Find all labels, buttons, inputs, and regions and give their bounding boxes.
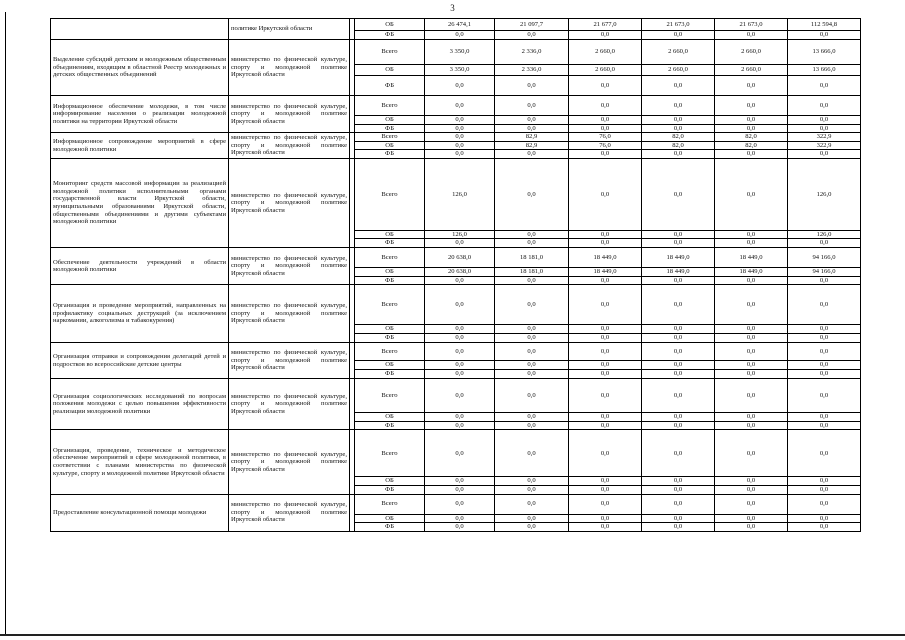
value-cell: 13 666,0: [788, 65, 861, 76]
executor-cell: министерство по физической культуре, спорту и молодежной политике Иркутской области: [229, 285, 350, 343]
value-cell: 0,0: [715, 76, 788, 96]
value-cell: 0,0: [569, 514, 642, 523]
value-cell: 0,0: [425, 116, 495, 125]
source-cell: ОБ: [355, 514, 425, 523]
value-cell: 0,0: [425, 96, 495, 116]
source-cell: Всего: [355, 379, 425, 413]
measure-name-cell: Выделение субсидий детским и молодежным общественным объединениям, входящим в областной Реестр молодежных и детских общественных объединений: [51, 40, 229, 96]
value-cell: 126,0: [425, 158, 495, 230]
table-body: [51, 19, 861, 532]
value-cell: 0,0: [788, 514, 861, 523]
value-cell: 2 660,0: [569, 40, 642, 65]
measure-name-cell: Организация социологических исследований по вопросам положения молодежи с целью повышения эффективности реализации молодежной политики: [51, 379, 229, 430]
value-cell: 0,0: [642, 370, 715, 379]
source-cell: ФБ: [355, 150, 425, 159]
source-cell: ФБ: [355, 31, 425, 40]
value-cell: 0,0: [715, 494, 788, 514]
table-row: [51, 285, 861, 325]
value-cell: 0,0: [425, 150, 495, 159]
value-cell: 18 181,0: [495, 248, 569, 268]
value-cell: 0,0: [642, 514, 715, 523]
value-cell: 0,0: [642, 124, 715, 133]
value-cell: 2 660,0: [715, 65, 788, 76]
value-cell: 3 350,0: [425, 65, 495, 76]
value-cell: 0,0: [495, 421, 569, 430]
value-cell: 0,0: [788, 343, 861, 361]
value-cell: 112 594,8: [788, 19, 861, 31]
value-cell: 82,9: [495, 141, 569, 150]
value-cell: 0,0: [495, 230, 569, 239]
source-cell: Всего: [355, 285, 425, 325]
value-cell: 21 677,0: [569, 19, 642, 31]
measure-name-cell: Предоставление консультационной помощи молодежи: [51, 494, 229, 531]
value-cell: 0,0: [788, 285, 861, 325]
value-cell: 322,9: [788, 133, 861, 142]
measure-name-cell: Организация и проведение мероприятий, направленных на профилактику социальных деструкций (за исключением наркомании, алкоголизма и табакокурения): [51, 285, 229, 343]
value-cell: 76,0: [569, 133, 642, 142]
value-cell: 0,0: [425, 379, 495, 413]
value-cell: 0,0: [495, 158, 569, 230]
value-cell: 0,0: [569, 124, 642, 133]
value-cell: 0,0: [715, 523, 788, 532]
executor-cell: министерство по физической культуре, спорту и молодежной политике Иркутской области: [229, 96, 350, 133]
value-cell: 0,0: [425, 413, 495, 422]
value-cell: 0,0: [642, 334, 715, 343]
value-cell: 0,0: [715, 96, 788, 116]
value-cell: 0,0: [495, 379, 569, 413]
table-row: [51, 379, 861, 413]
executor-cell: министерство по физической культуре, спорту и молодежной политике Иркутской области: [229, 494, 350, 531]
value-cell: 0,0: [715, 150, 788, 159]
measure-name-cell: Обеспечение деятельности учреждений в области молодежной политики: [51, 248, 229, 285]
measure-name-cell: Информационное обеспечение молодежи, в том числе информирование населения о реализации молодежной политики на территории Иркутской области: [51, 96, 229, 133]
value-cell: 0,0: [425, 514, 495, 523]
value-cell: 0,0: [788, 485, 861, 494]
value-cell: 0,0: [569, 76, 642, 96]
value-cell: 0,0: [425, 485, 495, 494]
measure-name-cell: Информационное сопровождение мероприятий в сфере молодежной политики: [51, 133, 229, 159]
value-cell: 0,0: [642, 96, 715, 116]
value-cell: 0,0: [569, 361, 642, 370]
source-cell: Всего: [355, 133, 425, 142]
value-cell: 0,0: [642, 31, 715, 40]
source-cell: ФБ: [355, 370, 425, 379]
value-cell: 82,9: [495, 133, 569, 142]
value-cell: 0,0: [642, 230, 715, 239]
value-cell: 94 166,0: [788, 268, 861, 277]
table-row: [51, 133, 861, 142]
value-cell: 0,0: [715, 239, 788, 248]
value-cell: 0,0: [788, 96, 861, 116]
value-cell: 0,0: [715, 361, 788, 370]
table-row: [51, 430, 861, 477]
value-cell: 0,0: [715, 343, 788, 361]
value-cell: 0,0: [425, 343, 495, 361]
value-cell: 0,0: [642, 150, 715, 159]
source-cell: ФБ: [355, 76, 425, 96]
value-cell: 0,0: [715, 413, 788, 422]
value-cell: 0,0: [642, 158, 715, 230]
value-cell: 0,0: [788, 334, 861, 343]
value-cell: 2 660,0: [642, 40, 715, 65]
value-cell: 0,0: [788, 116, 861, 125]
value-cell: 0,0: [425, 31, 495, 40]
value-cell: 0,0: [569, 158, 642, 230]
measure-name-cell: Организация, проведение, техническое и методическое обеспечение мероприятий в сфере молодежной политики, в соответствии с планами министерства по физической культуре, спорту и молодежной политике Иркутской области: [51, 430, 229, 494]
executor-cell: министерство по физической культуре, спорту и молодежной политике Иркутской области: [229, 40, 350, 96]
value-cell: 0,0: [569, 485, 642, 494]
value-cell: 0,0: [569, 230, 642, 239]
value-cell: 0,0: [569, 343, 642, 361]
value-cell: 0,0: [642, 485, 715, 494]
executor-cell: министерство по физической культуре, спорту и молодежной политике Иркутской области: [229, 248, 350, 285]
value-cell: 0,0: [569, 31, 642, 40]
source-cell: ОБ: [355, 413, 425, 422]
value-cell: 0,0: [425, 370, 495, 379]
value-cell: 0,0: [715, 421, 788, 430]
financing-table: [50, 18, 861, 532]
value-cell: 0,0: [425, 325, 495, 334]
value-cell: 20 638,0: [425, 248, 495, 268]
value-cell: 2 660,0: [642, 65, 715, 76]
source-cell: Всего: [355, 494, 425, 514]
value-cell: 0,0: [569, 334, 642, 343]
value-cell: 0,0: [425, 430, 495, 477]
source-cell: Всего: [355, 158, 425, 230]
value-cell: 0,0: [495, 523, 569, 532]
source-cell: Всего: [355, 248, 425, 268]
value-cell: 0,0: [788, 76, 861, 96]
name-cell-empty: [51, 19, 229, 40]
source-cell: ФБ: [355, 334, 425, 343]
source-cell: ОБ: [355, 268, 425, 277]
value-cell: 0,0: [569, 413, 642, 422]
value-cell: 0,0: [425, 76, 495, 96]
value-cell: 18 449,0: [715, 268, 788, 277]
source-cell: Всего: [355, 96, 425, 116]
value-cell: 0,0: [642, 413, 715, 422]
value-cell: 0,0: [788, 31, 861, 40]
value-cell: 0,0: [788, 477, 861, 486]
value-cell: 0,0: [715, 514, 788, 523]
source-cell: Всего: [355, 343, 425, 361]
value-cell: 0,0: [495, 485, 569, 494]
source-cell: Всего: [355, 40, 425, 65]
value-cell: 0,0: [495, 239, 569, 248]
value-cell: 0,0: [495, 430, 569, 477]
value-cell: 0,0: [788, 325, 861, 334]
value-cell: 13 666,0: [788, 40, 861, 65]
value-cell: 0,0: [715, 334, 788, 343]
value-cell: 94 166,0: [788, 248, 861, 268]
value-cell: 0,0: [715, 158, 788, 230]
value-cell: 0,0: [642, 430, 715, 477]
value-cell: 2 660,0: [715, 40, 788, 65]
value-cell: 20 638,0: [425, 268, 495, 277]
source-cell: ФБ: [355, 239, 425, 248]
value-cell: 0,0: [715, 485, 788, 494]
value-cell: 0,0: [425, 421, 495, 430]
value-cell: 76,0: [569, 141, 642, 150]
value-cell: 0,0: [495, 343, 569, 361]
value-cell: 0,0: [715, 230, 788, 239]
value-cell: 18 449,0: [569, 248, 642, 268]
value-cell: 0,0: [495, 76, 569, 96]
value-cell: 21 673,0: [642, 19, 715, 31]
value-cell: 0,0: [788, 276, 861, 285]
page-number: 3: [450, 3, 455, 13]
value-cell: 0,0: [569, 239, 642, 248]
value-cell: 0,0: [495, 124, 569, 133]
value-cell: 0,0: [788, 361, 861, 370]
org-cell: политике Иркутской области: [229, 19, 350, 40]
value-cell: 0,0: [715, 370, 788, 379]
value-cell: 0,0: [715, 325, 788, 334]
value-cell: 126,0: [425, 230, 495, 239]
value-cell: 0,0: [569, 96, 642, 116]
value-cell: 0,0: [569, 430, 642, 477]
value-cell: 0,0: [495, 370, 569, 379]
source-cell: ФБ: [355, 523, 425, 532]
source-cell: ОБ: [355, 230, 425, 239]
source-cell: ОБ: [355, 477, 425, 486]
value-cell: 0,0: [569, 150, 642, 159]
value-cell: 82,0: [715, 133, 788, 142]
value-cell: 0,0: [425, 239, 495, 248]
value-cell: 0,0: [642, 361, 715, 370]
value-cell: 0,0: [425, 477, 495, 486]
value-cell: 0,0: [788, 430, 861, 477]
table-row: [51, 248, 861, 268]
value-cell: 0,0: [495, 150, 569, 159]
value-cell: 0,0: [495, 116, 569, 125]
value-cell: 0,0: [642, 343, 715, 361]
value-cell: 2 336,0: [495, 40, 569, 65]
value-cell: 0,0: [425, 285, 495, 325]
value-cell: 0,0: [569, 379, 642, 413]
value-cell: 126,0: [788, 230, 861, 239]
value-cell: 26 474,1: [425, 19, 495, 31]
value-cell: 0,0: [715, 276, 788, 285]
value-cell: 0,0: [569, 325, 642, 334]
value-cell: 0,0: [569, 276, 642, 285]
value-cell: 0,0: [642, 421, 715, 430]
value-cell: 0,0: [495, 334, 569, 343]
value-cell: 126,0: [788, 158, 861, 230]
value-cell: 18 181,0: [495, 268, 569, 277]
value-cell: 0,0: [642, 76, 715, 96]
value-cell: 0,0: [642, 325, 715, 334]
value-cell: 0,0: [642, 239, 715, 248]
value-cell: 0,0: [788, 379, 861, 413]
value-cell: 0,0: [425, 361, 495, 370]
executor-cell: министерство по физической культуре, спорту и молодежной политике Иркутской области: [229, 343, 350, 379]
value-cell: 0,0: [495, 477, 569, 486]
value-cell: 0,0: [495, 494, 569, 514]
value-cell: 2 336,0: [495, 65, 569, 76]
measure-name-cell: Мониторинг средств массовой информации за реализацией молодежной политики исполнительными органами государственной власти Иркутской области, муниципальными образованиями Иркутской области, общественными объединениями и другими субъектами молодежной политики: [51, 158, 229, 247]
value-cell: 0,0: [715, 116, 788, 125]
value-cell: 0,0: [569, 116, 642, 125]
value-cell: 0,0: [715, 124, 788, 133]
source-cell: ФБ: [355, 421, 425, 430]
value-cell: 2 660,0: [569, 65, 642, 76]
value-cell: 82,0: [642, 141, 715, 150]
value-cell: 18 449,0: [715, 248, 788, 268]
value-cell: 3 350,0: [425, 40, 495, 65]
source-cell: ОБ: [355, 19, 425, 31]
value-cell: 0,0: [715, 430, 788, 477]
value-cell: 0,0: [569, 494, 642, 514]
executor-cell: министерство по физической культуре, спорту и молодежной политике Иркутской области: [229, 133, 350, 159]
value-cell: 0,0: [495, 514, 569, 523]
source-cell: ОБ: [355, 141, 425, 150]
value-cell: 0,0: [569, 477, 642, 486]
executor-cell: министерство по физической культуре, спорту и молодежной политике Иркутской области: [229, 158, 350, 247]
source-cell: ФБ: [355, 276, 425, 285]
value-cell: 0,0: [788, 239, 861, 248]
value-cell: 0,0: [495, 96, 569, 116]
value-cell: 0,0: [425, 124, 495, 133]
bottom-border-rule: [0, 634, 905, 636]
value-cell: 0,0: [642, 116, 715, 125]
source-cell: ОБ: [355, 116, 425, 125]
value-cell: 0,0: [425, 276, 495, 285]
value-cell: 0,0: [495, 285, 569, 325]
value-cell: 0,0: [569, 285, 642, 325]
value-cell: 82,0: [642, 133, 715, 142]
value-cell: 0,0: [715, 285, 788, 325]
table-row: [51, 343, 861, 361]
value-cell: 0,0: [495, 325, 569, 334]
value-cell: 0,0: [715, 31, 788, 40]
value-cell: 0,0: [569, 421, 642, 430]
source-cell: ФБ: [355, 485, 425, 494]
value-cell: 0,0: [642, 285, 715, 325]
value-cell: 0,0: [788, 124, 861, 133]
value-cell: 82,0: [715, 141, 788, 150]
value-cell: 0,0: [425, 523, 495, 532]
value-cell: 0,0: [569, 523, 642, 532]
value-cell: 0,0: [715, 379, 788, 413]
value-cell: 0,0: [788, 370, 861, 379]
source-cell: ОБ: [355, 325, 425, 334]
executor-cell: министерство по физической культуре, спорту и молодежной политике Иркутской области: [229, 379, 350, 430]
value-cell: 0,0: [788, 523, 861, 532]
value-cell: 0,0: [788, 494, 861, 514]
source-cell: ФБ: [355, 124, 425, 133]
table-row: [51, 19, 861, 31]
table-row: [51, 40, 861, 65]
table-row: [51, 96, 861, 116]
value-cell: 21 673,0: [715, 19, 788, 31]
value-cell: 0,0: [495, 31, 569, 40]
value-cell: 322,9: [788, 141, 861, 150]
value-cell: 0,0: [642, 494, 715, 514]
value-cell: 21 097,7: [495, 19, 569, 31]
source-cell: Всего: [355, 430, 425, 477]
value-cell: 0,0: [642, 379, 715, 413]
value-cell: 0,0: [788, 413, 861, 422]
value-cell: 0,0: [425, 334, 495, 343]
value-cell: 0,0: [642, 523, 715, 532]
value-cell: 0,0: [788, 150, 861, 159]
source-cell: ОБ: [355, 65, 425, 76]
left-margin-rule: [5, 12, 6, 634]
value-cell: 0,0: [788, 421, 861, 430]
executor-cell: министерство по физической культуре, спорту и молодежной политике Иркутской области: [229, 430, 350, 494]
source-cell: ОБ: [355, 361, 425, 370]
value-cell: 18 449,0: [569, 268, 642, 277]
value-cell: 0,0: [495, 361, 569, 370]
value-cell: 0,0: [425, 494, 495, 514]
value-cell: 18 449,0: [642, 248, 715, 268]
value-cell: 0,0: [425, 133, 495, 142]
value-cell: 0,0: [642, 276, 715, 285]
measure-name-cell: Организация отправки и сопровождения делегаций детей и подростков во всероссийские детские центры: [51, 343, 229, 379]
value-cell: 0,0: [715, 477, 788, 486]
value-cell: 0,0: [495, 413, 569, 422]
value-cell: 0,0: [425, 141, 495, 150]
table-row: [51, 158, 861, 230]
value-cell: 0,0: [495, 276, 569, 285]
value-cell: 0,0: [642, 477, 715, 486]
value-cell: 0,0: [569, 370, 642, 379]
table-row: [51, 494, 861, 514]
value-cell: 18 449,0: [642, 268, 715, 277]
